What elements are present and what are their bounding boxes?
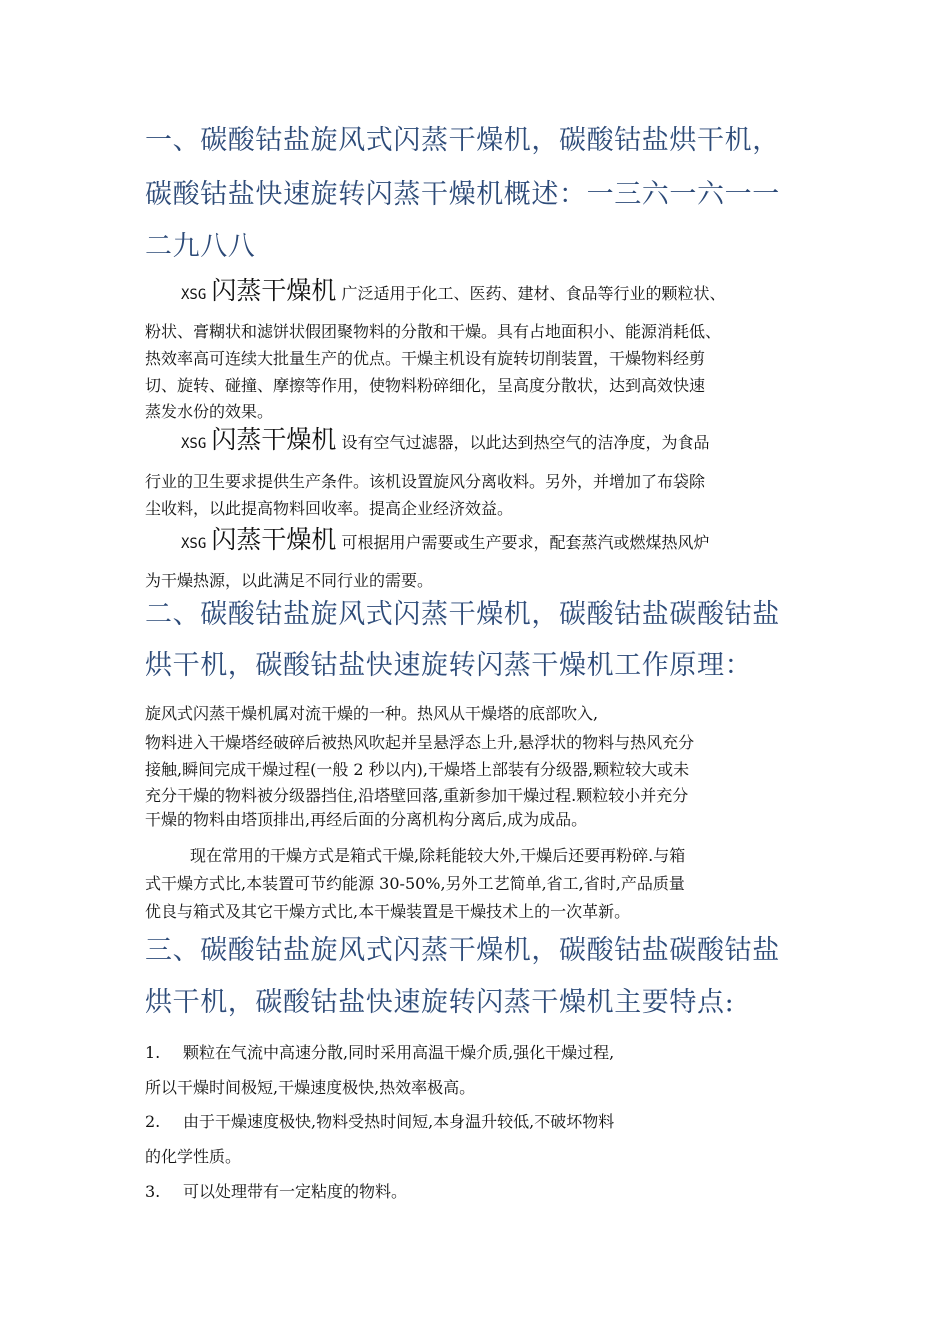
section1-heading-line2: 碳酸钴盐快速旋转闪蒸干燥机概述：一三六一六一一 — [145, 179, 780, 210]
p3-line1-text: 可根据用户需要或生产要求，配套蒸汽或燃煤热风炉 — [341, 533, 710, 552]
feature-item-2 — [145, 1109, 614, 1132]
section2-heading-line2: 烘干机，碳酸钴盐快速旋转闪蒸干燥机工作原理： — [145, 650, 753, 681]
section1-p3-line1 — [181, 520, 710, 556]
section1-heading-line3: 二九八八 — [145, 231, 256, 262]
model-prefix: XSG — [181, 287, 207, 303]
section1-p2-line2: 行业的卫生要求提供生产条件。该机设置旋风分离收料。另外，并增加了布袋除 — [145, 472, 706, 491]
p2-line1-text: 设有空气过滤器，以此达到热空气的洁净度，为食品 — [341, 433, 710, 452]
section2-heading-line1: 二、碳酸钴盐旋风式闪蒸干燥机，碳酸钴盐碳酸钴盐 — [145, 599, 780, 630]
product-name: 闪蒸干燥机 — [211, 276, 337, 305]
product-name: 闪蒸干燥机 — [211, 425, 337, 454]
section1-p2-line1 — [181, 420, 710, 456]
feature-item-3 — [145, 1179, 407, 1202]
section2-p1-line2: 物料进入干燥塔经破碎后被热风吹起并呈悬浮态上升,悬浮状的物料与热风充分 — [145, 733, 695, 752]
section1-p1-line3: 热效率高可连续大批量生产的优点。干燥主机设有旋转切削装置，干燥物料经剪 — [145, 349, 706, 368]
p1-line1-text: 广泛适用于化工、医药、建材、食品等行业的颗粒状、 — [341, 284, 726, 303]
feature-item-2-cont: 的化学性质。 — [145, 1147, 242, 1166]
section2-p2-line2: 式干燥方式比,本装置可节约能源 30-50%,另外工艺简单,省工,省时,产品质量 — [145, 874, 685, 893]
model-prefix: XSG — [181, 436, 207, 452]
item-text: 颗粒在气流中高速分散,同时采用高温干燥介质,强化干燥过程, — [183, 1043, 615, 1062]
section1-p2-line3: 尘收料，以此提高物料回收率。提高企业经济效益。 — [145, 499, 514, 518]
section1-p1-line1 — [181, 271, 726, 307]
model-prefix: XSG — [181, 536, 207, 552]
section3-heading-line1: 三、碳酸钴盐旋风式闪蒸干燥机，碳酸钴盐碳酸钴盐 — [145, 935, 780, 966]
section2-p1-line1: 旋风式闪蒸干燥机属对流干燥的一种。热风从干燥塔的底部吹入, — [145, 704, 599, 723]
section1-p3-line2: 为干燥热源，以此满足不同行业的需要。 — [145, 571, 434, 590]
section2-p2-line1: 现在常用的干燥方式是箱式干燥,除耗能较大外,干燥后还要再粉碎.与箱 — [190, 846, 686, 865]
feature-item-1-cont: 所以干燥时间极短,干燥速度极快,热效率极高。 — [145, 1078, 476, 1097]
item-text: 可以处理带有一定粘度的物料。 — [183, 1182, 408, 1201]
section2-p1-line5: 干燥的物料由塔顶排出,再经后面的分离机构分离后,成为成品。 — [145, 810, 588, 829]
item-number: 1. — [145, 1043, 161, 1062]
product-name: 闪蒸干燥机 — [211, 525, 337, 554]
item-number: 2. — [145, 1112, 161, 1131]
section1-heading-line1: 一、碳酸钴盐旋风式闪蒸干燥机，碳酸钴盐烘干机， — [145, 125, 780, 156]
item-text: 由于干燥速度极快,物料受热时间短,本身温升较低,不破坏物料 — [183, 1112, 615, 1131]
section3-heading-line2: 烘干机，碳酸钴盐快速旋转闪蒸干燥机主要特点: — [145, 987, 735, 1018]
section1-p1-line5: 蒸发水份的效果。 — [145, 402, 274, 421]
feature-item-1 — [145, 1040, 614, 1063]
section2-p2-line3: 优良与箱式及其它干燥方式比,本干燥装置是干燥技术上的一次革新。 — [145, 902, 631, 921]
item-number: 3. — [145, 1182, 161, 1201]
section2-p1-line3: 接触,瞬间完成干燥过程(一般 2 秒以内),干燥塔上部装有分级器,颗粒较大或未 — [145, 760, 690, 779]
section2-p1-line4: 充分干燥的物料被分级器挡住,沿塔壁回落,重新参加干燥过程.颗粒较小并充分 — [145, 786, 689, 805]
section1-p1-line2: 粉状、膏糊状和滤饼状假团聚物料的分散和干燥。具有占地面积小、能源消耗低、 — [145, 322, 722, 341]
section1-p1-line4: 切、旋转、碰撞、摩擦等作用，使物料粉碎细化，呈高度分散状，达到高效快速 — [145, 376, 706, 395]
